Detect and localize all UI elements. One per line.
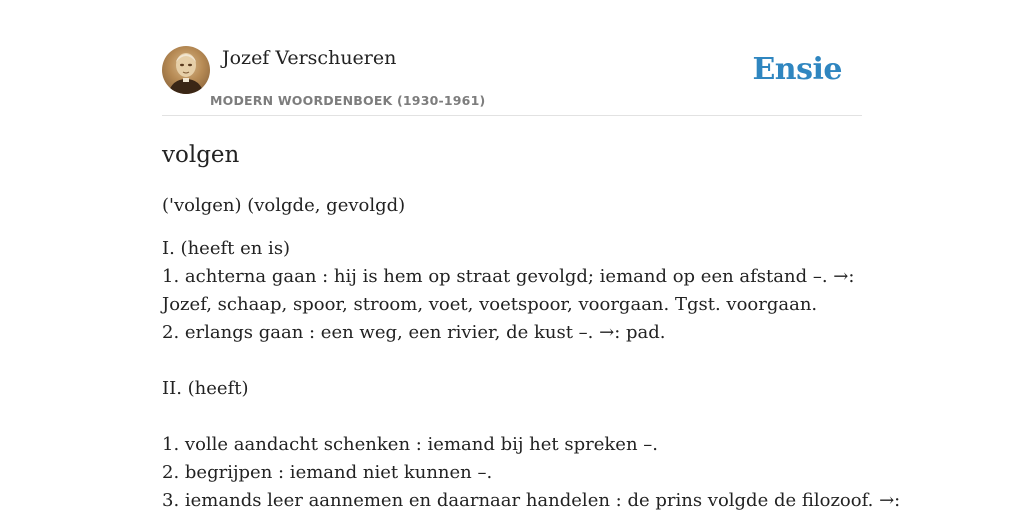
definition-line: 1. achterna gaan : hij is hem op straat gevolgd; iemand op een afstand –. →: — [162, 266, 855, 287]
definition-line: II. (heeft) — [162, 378, 249, 399]
author-name[interactable]: Jozef Verschueren — [222, 47, 397, 69]
definition-line: 2. erlangs gaan : een weg, een rivier, de kust –. →: pad. — [162, 322, 666, 343]
headword: volgen — [162, 142, 240, 168]
header — [162, 46, 862, 116]
definition-line: 1. volle aandacht schenken : iemand bij het spreken –. — [162, 434, 658, 455]
author-avatar[interactable] — [162, 46, 210, 94]
brand-logo[interactable]: Ensie — [752, 52, 842, 87]
definition-line: 3. iemands leer aannemen en daarnaar handelen : de prins volgde de filozoof. →: — [162, 490, 901, 511]
definition-body — [162, 235, 901, 512]
blank-line — [162, 347, 862, 375]
definition-line: 2. begrijpen : iemand niet kunnen –. — [162, 462, 493, 483]
dictionary-name[interactable]: MODERN WOORDENBOEK (1930-1961) — [210, 93, 486, 108]
portrait-icon — [162, 46, 210, 94]
definition-line: Jozef, schaap, spoor, stroom, voet, voetspoor, voorgaan. Tgst. voorgaan. — [162, 294, 818, 315]
definition-line: I. (heeft en is) — [162, 238, 291, 259]
page — [162, 0, 901, 512]
blank-line — [162, 403, 862, 431]
pronunciation: ('volgen) (volgde, gevolgd) — [162, 195, 406, 216]
